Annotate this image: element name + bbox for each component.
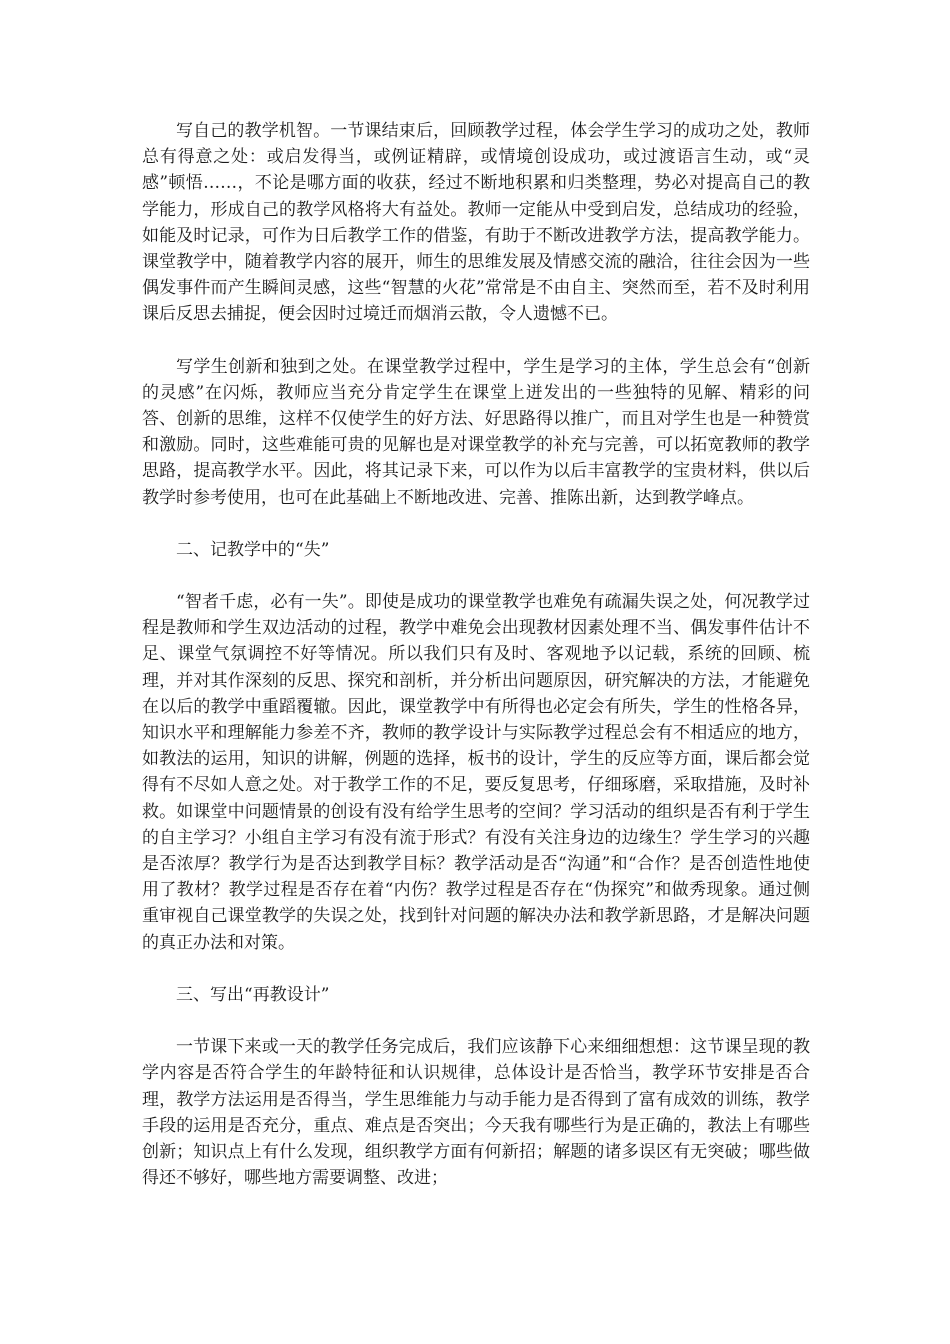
paragraph-student-innovation: 写学生创新和独到之处。在课堂教学过程中，学生是学习的主体，学生总会有“创新的灵感”在闪烁，教师应当充分肯定学生在课堂上迸发出的一些独特的见解、精彩的问答、创新的思维，这样不仅使学生的好方法、好思路得以推广，而且对学生也是一种赞赏和激励。同时，这些难能可贵的见解也是对课堂教学的补充与完善，可以拓宽教师的教学思路，提高教学水平。因此，将其记录下来，可以作为以后丰富教学的宝贵材料，供以后教学时参考使用，也可在此基础上不断地改进、完善、推陈出新，达到教学峰点。	[142, 356, 810, 508]
paragraph-redesign: 一节课下来或一天的教学任务完成后，我们应该静下心来细细想想：这节课呈现的教学内容是否符合学生的年龄特征和认识规律，总体设计是否恰当，教学环节安排是否合理，教学方法运用是否得当，学生思维能力与动手能力是否得到了富有成效的训练，教学手段的运用是否充分，重点、难点是否突出；今天我有哪些行为是正确的，教法上有哪些创新；知识点上有什么发现，组织教学方面有何新招；解题的诸多误区有无突破；哪些做得还不够好，哪些地方需要调整、改进；	[142, 1037, 810, 1189]
paragraph-gap	[142, 511, 810, 537]
paragraph-gap	[142, 328, 810, 354]
paragraph-gap	[142, 1008, 810, 1034]
paragraph-teaching-wit: 写自己的教学机智。一节课结束后，回顾教学过程，体会学生学习的成功之处，教师总有得意之处：或启发得当，或例证精辟，或情境创设成功，或过渡语言生动，或“灵感”顿悟……，不论是哪方面的收获，经过不断地积累和归类整理，势必对提高自己的教学能力，形成自己的教学风格将大有益处。教师一定能从中受到启发，总结成功的经验，如能及时记录，可作为日后教学工作的借鉴，有助于不断改进教学方法，提高教学能力。课堂教学中，随着教学内容的展开，师生的思维发展及情感交流的融洽，往往会因为一些偶发事件而产生瞬间灵感，这些“智慧的火花”常常是不由自主、突然而至，若不及时利用课后反思去捕捉，便会因时过境迁而烟消云散，令人遗憾不已。	[142, 121, 810, 325]
section-heading-losses: 二、记教学中的“失”	[176, 539, 330, 560]
document-page	[142, 118, 810, 1191]
paragraph-teaching-losses: “智者千虑，必有一失”。即使是成功的课堂教学也难免有疏漏失误之处，何况教学过程是教师和学生双边活动的过程，教学中难免会出现教材因素处理不当、偶发事件估计不足、课堂气氛调控不好等情况。所以我们只有及时、客观地予以记载，系统的回顾、梳理，并对其作深刻的反思、探究和剖析，并分析出问题原因，研究解决的方法，才能避免在以后的教学中重蹈覆辙。因此，课堂教学中有所得也必定会有所失，学生的性格各异，知识水平和理解能力参差不齐，教师的教学设计与实际教学过程总会有不相适应的地方，如教法的运用，知识的讲解，例题的选择，板书的设计，学生的反应等方面，课后都会觉得有不尽如人意之处。对于教学工作的不足，要反复思考，仔细琢磨，采取措施，及时补救。如课堂中问题情景的创设有没有给学生思考的空间？学习活动的组织是否有利于学生的自主学习？小组自主学习有没有流于形式？有没有关注身边的边缘生？学生学习的兴趣是否浓厚？教学行为是否达到教学目标？教学活动是否“沟通”和“合作？是否创造性地使用了教材？教学过程是否存在着“内伤？教学过程是否存在“伪探究”和做秀现象。通过侧重审视自己课堂教学的失误之处，找到针对问题的解决办法和教学新思路，才是解决问题的真正办法和对策。	[142, 592, 810, 953]
section-heading-redesign: 三、写出“再教设计”	[176, 984, 330, 1005]
paragraph-gap	[142, 956, 810, 982]
paragraph-gap	[142, 563, 810, 589]
